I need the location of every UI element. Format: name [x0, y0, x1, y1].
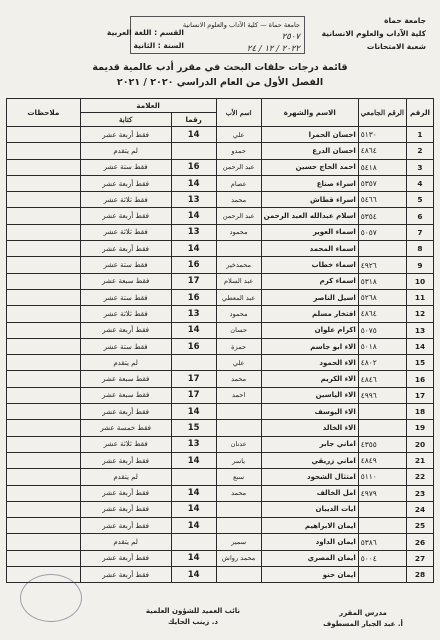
student-name: الاء ابو جاسم [261, 338, 358, 354]
student-id: ٥٠٠٤ [358, 550, 406, 566]
student-id: ٥٢٦٨ [358, 289, 406, 305]
grade-words: فقط ستة عشر [80, 338, 171, 354]
student-name: الاء الخالد [261, 420, 358, 436]
row-number: 8 [407, 241, 434, 257]
student-name: ايمان الابراهيم [261, 518, 358, 534]
father-name: حمزة [216, 338, 261, 354]
table-row [7, 550, 434, 566]
table-row [7, 485, 434, 501]
title-line-2: الفصل الأول من العام الدراسي ٢٠٢٠ / ٢٠٢١ [116, 77, 324, 88]
student-id: ٤٨٤٦ [358, 371, 406, 387]
grade-words: فقط ثلاثة عشر [80, 224, 171, 240]
notes-cell [7, 436, 81, 452]
title-line-1: قائمة درجات حلقات البحث في مقرر أدب عالمية قديمة [92, 62, 348, 73]
grade-digits: 17 [171, 387, 216, 403]
grade-digits: 14 [171, 208, 216, 224]
grade-digits: 16 [171, 289, 216, 305]
father-name: محمد [216, 192, 261, 208]
table-row [7, 420, 434, 436]
father-name: سمير [216, 534, 261, 550]
header-grade: العلامة [80, 99, 216, 113]
table-row [7, 452, 434, 468]
row-number: 1 [407, 127, 434, 143]
student-name: امتثال الشحود [261, 469, 358, 485]
grade-words: فقط أربعة عشر [80, 485, 171, 501]
row-number: 10 [407, 273, 434, 289]
father-name: علي [216, 355, 261, 371]
notes-cell [7, 387, 81, 403]
grade-digits: 15 [171, 420, 216, 436]
grade-words: فقط ستة عشر [80, 257, 171, 273]
student-id: ٤٩٧٩ [358, 485, 406, 501]
row-number: 19 [407, 420, 434, 436]
grade-words: فقط أربعة عشر [80, 550, 171, 566]
grade-digits: 14 [171, 518, 216, 534]
grade-digits: 14 [171, 567, 216, 583]
student-id: ٥٠١٨ [358, 338, 406, 354]
grade-words: فقط سبعة عشر [80, 273, 171, 289]
row-number: 6 [407, 208, 434, 224]
student-id: ٥٠٥٧ [358, 224, 406, 240]
grade-words: فقط أربعة عشر [80, 452, 171, 468]
grade-digits [171, 143, 216, 159]
student-name: احسان الدرع [261, 143, 358, 159]
header-notes: ملاحظات [7, 99, 81, 127]
table-row [7, 159, 434, 175]
student-name: الاء الحمود [261, 355, 358, 371]
grade-words: فقط سبعة عشر [80, 387, 171, 403]
table-row [7, 436, 434, 452]
table-row [7, 143, 434, 159]
grade-digits: 13 [171, 436, 216, 452]
notes-cell [7, 534, 81, 550]
notes-cell [7, 550, 81, 566]
father-name [216, 404, 261, 420]
grade-words: فقط أربعة عشر [80, 208, 171, 224]
table-row [7, 257, 434, 273]
grade-digits: 14 [171, 322, 216, 338]
grade-words: فقط أربعة عشر [80, 322, 171, 338]
grade-words: فقط أربعة عشر [80, 518, 171, 534]
student-id: ٥٠٧٥ [358, 322, 406, 338]
grades-table-body [7, 127, 434, 583]
row-number: 23 [407, 485, 434, 501]
table-row [7, 355, 434, 371]
dean-title: نائب العميد للشؤون العلمية [145, 607, 241, 615]
grade-digits: 13 [171, 192, 216, 208]
father-name: عبد الرحمن [216, 159, 261, 175]
student-name: اسماء العوير [261, 224, 358, 240]
table-row [7, 224, 434, 240]
notes-cell [7, 159, 81, 175]
student-id: ٤٨٦٤ [358, 143, 406, 159]
student-name: ايمان الداود [261, 534, 358, 550]
row-number: 18 [407, 404, 434, 420]
grade-words: فقط ستة عشر [80, 159, 171, 175]
grade-digits: 14 [171, 485, 216, 501]
table-row [7, 469, 434, 485]
student-id: ٥٤١٨ [358, 159, 406, 175]
grade-digits: 13 [171, 306, 216, 322]
grade-words: لم يتقدم [80, 143, 171, 159]
grade-digits: 17 [171, 273, 216, 289]
grade-words: فقط ثلاثة عشر [80, 306, 171, 322]
row-number: 15 [407, 355, 434, 371]
student-name: اسماء المحمد [261, 241, 358, 257]
dean-name: د. زينب الحايك [168, 618, 218, 626]
notes-cell [7, 501, 81, 517]
row-number: 12 [407, 306, 434, 322]
student-id [358, 567, 406, 583]
row-number: 13 [407, 322, 434, 338]
header-id: الرقم الجامعي [358, 99, 406, 127]
student-id: ٥١١٠ [358, 469, 406, 485]
notes-cell [7, 192, 81, 208]
department-label: القسم : اللغة العربية [106, 28, 184, 37]
father-name: محمد [216, 485, 261, 501]
grade-words: فقط ثلاثة عشر [80, 192, 171, 208]
header-father: اسم الأب [216, 99, 261, 127]
stamp-line: جامعة حماة — كلية الآداب والعلوم الانسانية [182, 21, 300, 29]
notes-cell [7, 420, 81, 436]
grade-digits: 16 [171, 159, 216, 175]
grade-digits: 14 [171, 175, 216, 191]
table-row [7, 518, 434, 534]
row-number: 14 [407, 338, 434, 354]
grade-words: لم يتقدم [80, 469, 171, 485]
notes-cell [7, 322, 81, 338]
student-id: ٤٨٦٤ [358, 306, 406, 322]
student-id: ٤٨٤٩ [358, 452, 406, 468]
grade-digits: 14 [171, 127, 216, 143]
row-number: 9 [407, 257, 434, 273]
grade-words: فقط ستة عشر [80, 289, 171, 305]
student-id: ٥٣٥٧ [358, 175, 406, 191]
notes-cell [7, 452, 81, 468]
teacher-name: أ. عبد الجبار المسطوف [323, 620, 403, 628]
father-name: عبد المعطي [216, 289, 261, 305]
student-id [358, 404, 406, 420]
stamp-date: ٢٠٢٢ / ١٢ / ٢٤ [246, 44, 300, 54]
father-name: محمد [216, 371, 261, 387]
notes-cell [7, 485, 81, 501]
grade-digits: 14 [171, 501, 216, 517]
student-id: ٤٣٥٥ [358, 436, 406, 452]
father-name: عبد الرحمن [216, 208, 261, 224]
notes-cell [7, 224, 81, 240]
grade-words: فقط أربعة عشر [80, 501, 171, 517]
father-name: محمد رواش [216, 550, 261, 566]
page-title [0, 60, 440, 90]
notes-cell [7, 306, 81, 322]
student-id: ٤٨٠٢ [358, 355, 406, 371]
student-id: ٥٣١٨ [358, 273, 406, 289]
notes-cell [7, 127, 81, 143]
father-name [216, 501, 261, 517]
header-course [14, 26, 184, 52]
table-row [7, 404, 434, 420]
grade-digits: 13 [171, 224, 216, 240]
teacher-title: مدرس المقرر [339, 609, 387, 617]
student-id: ٥٤٦٦ [358, 192, 406, 208]
table-row [7, 534, 434, 550]
father-name: حمدو [216, 143, 261, 159]
dean-signature-block [128, 606, 258, 628]
table-row [7, 192, 434, 208]
notes-cell [7, 338, 81, 354]
grade-words: فقط أربعة عشر [80, 127, 171, 143]
father-name: عبد السلام [216, 273, 261, 289]
header-name: الاسم والشهرة [261, 99, 358, 127]
student-id [358, 420, 406, 436]
student-name: اماني زريقي [261, 452, 358, 468]
student-id [358, 241, 406, 257]
header-digits: رقما [171, 113, 216, 127]
grade-digits [171, 469, 216, 485]
father-name: ياسر [216, 452, 261, 468]
table-row [7, 338, 434, 354]
faculty-name: كلية الآداب والعلوم الانسانية [321, 29, 426, 38]
table-row [7, 501, 434, 517]
header-no: الرقم [407, 99, 434, 127]
father-name: علي [216, 127, 261, 143]
notes-cell [7, 208, 81, 224]
father-name [216, 420, 261, 436]
student-name: اماني جابر [261, 436, 358, 452]
stamp-number: ٢٥٠٧ [281, 32, 300, 42]
student-id [358, 501, 406, 517]
student-name: افتخار مسلم [261, 306, 358, 322]
notes-cell [7, 469, 81, 485]
student-name: الاء الكريم [261, 371, 358, 387]
student-name: امل الخالف [261, 485, 358, 501]
father-name [216, 567, 261, 583]
division-name: شعبة الامتحانات [366, 42, 426, 51]
father-name: عدنان [216, 436, 261, 452]
notes-cell [7, 289, 81, 305]
row-number: 2 [407, 143, 434, 159]
row-number: 5 [407, 192, 434, 208]
grade-digits: 14 [171, 452, 216, 468]
student-name: ايات الديبان [261, 501, 358, 517]
father-name: سبع [216, 469, 261, 485]
year-label: السنة : الثانية [133, 41, 184, 50]
table-row [7, 322, 434, 338]
student-name: اسلام عبدالله العبد الرحمن [261, 208, 358, 224]
father-name [216, 241, 261, 257]
student-name: اسماء كرم [261, 273, 358, 289]
table-row [7, 241, 434, 257]
row-number: 17 [407, 387, 434, 403]
grade-words: لم يتقدم [80, 534, 171, 550]
father-name: احمد [216, 387, 261, 403]
student-name: اسيل الناصر [261, 289, 358, 305]
student-name: اسراء صناع [261, 175, 358, 191]
row-number: 26 [407, 534, 434, 550]
row-number: 25 [407, 518, 434, 534]
grade-words: فقط أربعة عشر [80, 241, 171, 257]
notes-cell [7, 404, 81, 420]
father-name: محمود [216, 306, 261, 322]
table-row [7, 387, 434, 403]
table-row [7, 175, 434, 191]
student-name: احمد الحاج حسين [261, 159, 358, 175]
notes-cell [7, 355, 81, 371]
grade-words: لم يتقدم [80, 355, 171, 371]
grade-words: فقط أربعة عشر [80, 404, 171, 420]
grades-table [6, 98, 434, 583]
grade-digits [171, 534, 216, 550]
row-number: 3 [407, 159, 434, 175]
notes-cell [7, 518, 81, 534]
row-number: 28 [407, 567, 434, 583]
table-row [7, 371, 434, 387]
student-name: ايمان المصري [261, 550, 358, 566]
student-name: اسراء قطاش [261, 192, 358, 208]
grade-words: فقط أربعة عشر [80, 175, 171, 191]
university-name: جامعة حماة [384, 16, 426, 25]
notes-cell [7, 143, 81, 159]
teacher-signature-block [318, 608, 408, 630]
student-id: ٤٩٩٦ [358, 387, 406, 403]
table-row [7, 127, 434, 143]
student-id: ٥٣٨٦ [358, 534, 406, 550]
student-name: احسان الحمرا [261, 127, 358, 143]
row-number: 21 [407, 452, 434, 468]
row-number: 7 [407, 224, 434, 240]
row-number: 4 [407, 175, 434, 191]
grade-digits: 16 [171, 257, 216, 273]
student-name: الاء الياسين [261, 387, 358, 403]
grade-digits: 14 [171, 241, 216, 257]
student-name: ايمان حنو [261, 567, 358, 583]
student-id: ٤٩٢٦ [358, 257, 406, 273]
grade-digits: 17 [171, 371, 216, 387]
row-number: 16 [407, 371, 434, 387]
row-number: 27 [407, 550, 434, 566]
student-id: ٥١٣٠ [358, 127, 406, 143]
table-row [7, 273, 434, 289]
student-name: الاء اليوسف [261, 404, 358, 420]
father-name: عصام [216, 175, 261, 191]
grade-digits: 14 [171, 550, 216, 566]
grade-words: فقط ثلاثة عشر [80, 436, 171, 452]
grade-words: فقط خمسة عشر [80, 420, 171, 436]
table-row [7, 289, 434, 305]
notes-cell [7, 241, 81, 257]
notes-cell [7, 257, 81, 273]
father-name [216, 518, 261, 534]
father-name: محمود [216, 224, 261, 240]
grade-digits [171, 355, 216, 371]
row-number: 11 [407, 289, 434, 305]
student-name: اسماء خطاب [261, 257, 358, 273]
father-name: حسان [216, 322, 261, 338]
table-row [7, 208, 434, 224]
grade-words: فقط أربعة عشر [80, 567, 171, 583]
notes-cell [7, 371, 81, 387]
table-row [7, 306, 434, 322]
header-words: كتابة [80, 113, 171, 127]
row-number: 24 [407, 501, 434, 517]
student-name: اكرام علوان [261, 322, 358, 338]
official-seal [20, 574, 82, 622]
father-name: محمدخير [216, 257, 261, 273]
notes-cell [7, 175, 81, 191]
row-number: 20 [407, 436, 434, 452]
notes-cell [7, 273, 81, 289]
grade-digits: 16 [171, 338, 216, 354]
grade-digits: 14 [171, 404, 216, 420]
student-id: ٥٣٥٤ [358, 208, 406, 224]
grade-words: فقط سبعة عشر [80, 371, 171, 387]
student-id [358, 518, 406, 534]
row-number: 22 [407, 469, 434, 485]
